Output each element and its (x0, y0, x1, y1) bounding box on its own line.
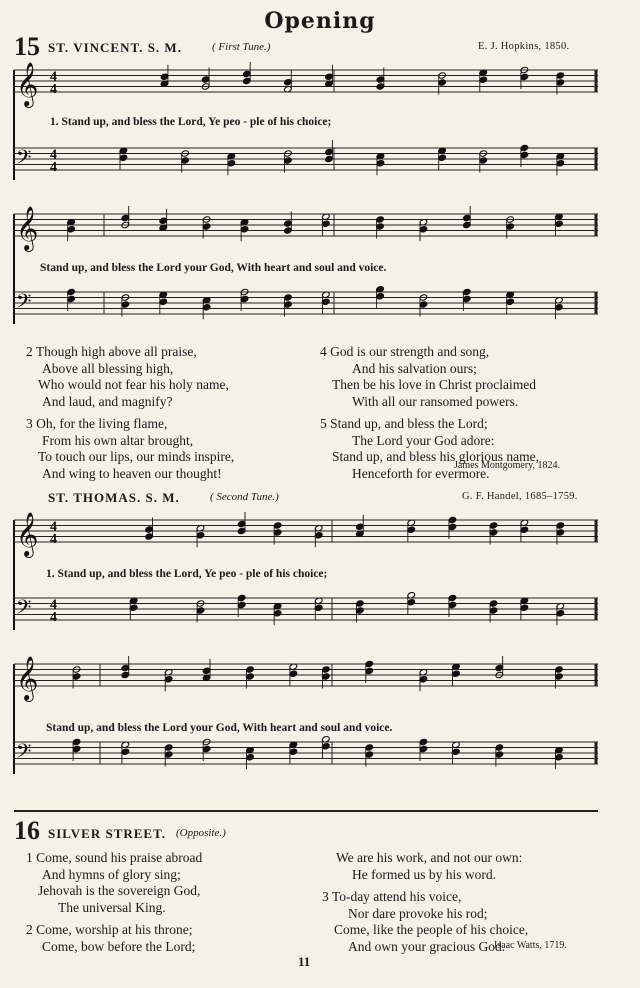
verse-line: Come, like the people of his choice, (334, 922, 529, 937)
treble-clef: 𝄞 (16, 656, 39, 700)
verse-line: And laud, and magnify? (42, 393, 173, 409)
hymn-number-15: 15 (14, 32, 40, 61)
treble-clef: 𝄞 (16, 206, 39, 250)
time-signature-top: 4 (50, 519, 57, 535)
verse-line: Jehovah is the sovereign God, (38, 883, 201, 898)
verse-line: Henceforth for evermore. (352, 465, 490, 481)
verse-line: And hymns of glory sing; (42, 866, 181, 882)
verse-2 (26, 344, 234, 410)
lyrics-tune2-line2: Stand up, and bless the Lord your God, With heart and soul and voice. (46, 722, 393, 734)
verse-number: 3 (322, 889, 329, 904)
time-signature-bottom: 4 (50, 610, 57, 625)
verse-number: 3 (26, 416, 33, 431)
verse-line: Above all blessing high, (42, 360, 174, 376)
section-title: Opening (264, 8, 376, 34)
verse-line: Come, worship at his throne; (36, 922, 193, 937)
tune-name-silver-street: SILVER STREET. (48, 826, 167, 841)
verse-line: God is our strength and song, (330, 344, 490, 359)
verse-line: With all our ransomed powers. (352, 393, 519, 409)
verse-line: The Lord your God adore: (352, 432, 495, 448)
verse-line: Come, bow before the Lord; (42, 938, 196, 954)
composer-hopkins: E. J. Hopkins, 1850. (478, 41, 570, 52)
verses-left-15 (26, 344, 234, 482)
verse-line: Come, sound his praise abroad (36, 850, 203, 865)
time-signature-bottom: 4 (50, 160, 57, 175)
page-number: 11 (298, 954, 311, 969)
time-signature-top: 4 (50, 147, 57, 163)
tune-name-st-vincent: ST. VINCENT. S. M. (48, 40, 182, 55)
verse-line: Who would not fear his holy name, (38, 377, 229, 392)
staff-group-4 (14, 656, 598, 774)
time-signature-top: 4 (50, 69, 57, 85)
verse-line: Nor dare provoke his rod; (348, 905, 488, 921)
composer-handel: G. F. Handel, 1685–1759. (462, 491, 578, 502)
bass-clef: 𝄢 (16, 289, 32, 318)
treble-clef: 𝄞 (16, 512, 39, 556)
verse-line: From his own altar brought, (42, 432, 194, 448)
verse-line: To-day attend his voice, (331, 889, 462, 904)
lyrics-tune1-line2: Stand up, and bless the Lord your God, With heart and soul and voice. (40, 262, 387, 274)
tune-note-opposite: (Opposite.) (176, 827, 226, 839)
verse-line: Stand up, and bless his glorious name, (332, 449, 539, 464)
treble-clef: 𝄞 (16, 62, 39, 106)
verse-1 (26, 850, 202, 916)
author-credit-montgomery: James Montgomery, 1824. (454, 460, 561, 471)
verse-number: 2 (26, 344, 33, 359)
bass-clef: 𝄢 (16, 145, 32, 174)
staff-system-4 (14, 656, 598, 782)
verse-4 (320, 344, 539, 410)
time-signature-top: 4 (50, 597, 57, 613)
verse-line: We are his work, and not our own: (336, 850, 523, 865)
verse-line: Though high above all praise, (35, 344, 197, 359)
author-credit-watts: Isaac Watts, 1719. (494, 940, 567, 951)
verse-line: Oh, for the living flame, (36, 416, 168, 431)
verse-number: 4 (320, 344, 327, 359)
verse-2-16 (26, 922, 202, 955)
tune-note-first: ( First Tune.) (212, 41, 271, 53)
verse-number: 5 (320, 416, 327, 431)
verse-3 (26, 416, 234, 482)
lyrics-tune2-line1: 1. Stand up, and bless the Lord, Ye peo - ple of his choice; (46, 568, 328, 580)
verse-1-continued (322, 850, 528, 883)
verse-number: 1 (26, 850, 33, 865)
verse-5 (320, 416, 539, 482)
time-signature-bottom: 4 (50, 532, 57, 547)
verse-number: 2 (26, 922, 33, 937)
bass-clef: 𝄢 (16, 595, 32, 624)
section-divider (14, 810, 598, 812)
tune-note-second: ( Second Tune.) (210, 491, 279, 503)
verse-line: To touch our lips, our minds inspire, (38, 449, 235, 464)
verse-line: Then be his love in Christ proclaimed (332, 377, 536, 392)
verse-line: And wing to heaven our thought! (42, 465, 222, 481)
verse-line: And own your gracious God. (348, 938, 506, 954)
verse-line: And his salvation ours; (352, 360, 477, 376)
bass-clef: 𝄢 (16, 739, 32, 768)
verses-left-16 (26, 850, 202, 955)
verse-line: The universal King. (58, 899, 166, 915)
verse-line: Stand up, and bless the Lord; (330, 416, 488, 431)
hymn-number-16: 16 (14, 816, 40, 845)
verse-line: He formed us by his word. (352, 866, 496, 882)
time-signature-bottom: 4 (50, 82, 57, 97)
lyrics-tune1-line1: 1. Stand up, and bless the Lord, Ye peo - ple of his choice; (50, 116, 332, 128)
tune-name-st-thomas: ST. THOMAS. S. M. (48, 490, 180, 505)
